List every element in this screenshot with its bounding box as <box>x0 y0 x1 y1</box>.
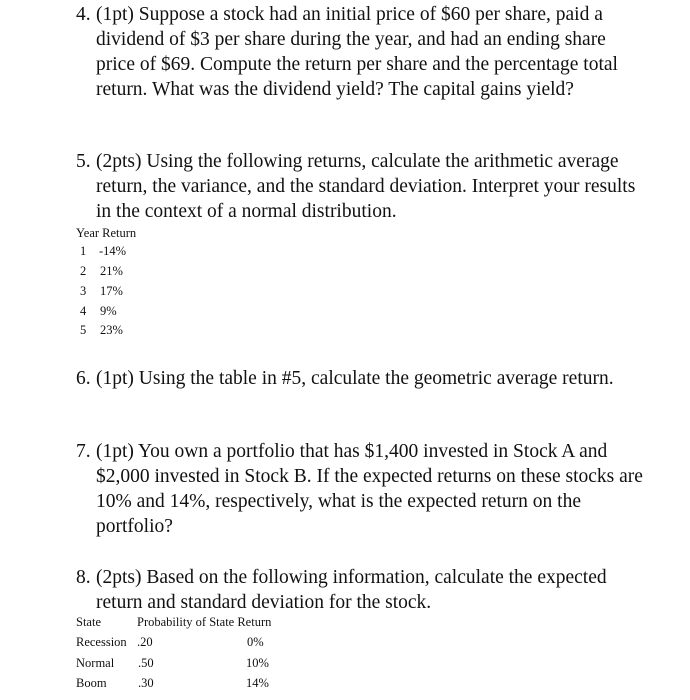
state-cell: Recession <box>76 635 127 649</box>
return-cell: 9% <box>100 304 117 318</box>
state-cell: Boom <box>76 676 107 690</box>
year-cell: 1 <box>80 244 87 258</box>
question-6-text: (1pt) Using the table in #5, calculate the geometric average return. <box>96 368 614 389</box>
question-6 <box>76 366 646 391</box>
question-4-number: 4. <box>76 4 91 25</box>
question-8 <box>76 565 646 615</box>
question-7 <box>76 439 646 539</box>
year-cell: 2 <box>80 264 87 278</box>
state-cell: Normal <box>76 656 115 670</box>
return-cell: 21% <box>100 264 123 278</box>
question-7-number: 7. <box>76 441 91 462</box>
question-6-number: 6. <box>76 368 91 389</box>
return-cell: 17% <box>100 284 123 298</box>
prob-cell: .30 <box>138 676 154 690</box>
prob-return-header: Probability of State Return <box>137 615 272 629</box>
prob-cell: .20 <box>137 635 153 649</box>
prob-cell: .50 <box>138 656 154 670</box>
returns-table-header: Year Return <box>76 226 137 240</box>
question-8-text: (2pts) Based on the following information, calculate the expected return and standard deviation for the stock. <box>96 567 607 613</box>
question-7-text: (1pt) You own a portfolio that has $1,400 invested in Stock A and $2,000 invested in Stock B. If the expected returns on these stocks are 10% and 14%, respectively, what is the expected return on the portfolio? <box>96 441 643 537</box>
state-header: State <box>76 615 101 629</box>
return-cell: 10% <box>246 656 269 670</box>
year-cell: 5 <box>80 323 87 337</box>
question-5-text: (2pts) Using the following returns, calculate the arithmetic average return, the variance, and the standard deviation. Interpret your results in the context of a normal distribution. <box>96 151 636 222</box>
question-4-text: (1pt) Suppose a stock had an initial price of $60 per share, paid a dividend of $3 per share during the year, and had an ending share price of $69. Compute the return per share and the percentage total return. What was the dividend yield? The capital gains yield? <box>96 4 618 100</box>
year-cell: 4 <box>80 304 87 318</box>
question-5 <box>76 149 646 224</box>
return-cell: 14% <box>246 676 269 690</box>
year-cell: 3 <box>80 284 87 298</box>
question-4 <box>76 2 646 102</box>
return-cell: -14% <box>99 244 127 258</box>
return-cell: 23% <box>100 323 123 337</box>
question-5-number: 5. <box>76 151 91 172</box>
question-8-number: 8. <box>76 567 91 588</box>
return-cell: 0% <box>247 635 264 649</box>
